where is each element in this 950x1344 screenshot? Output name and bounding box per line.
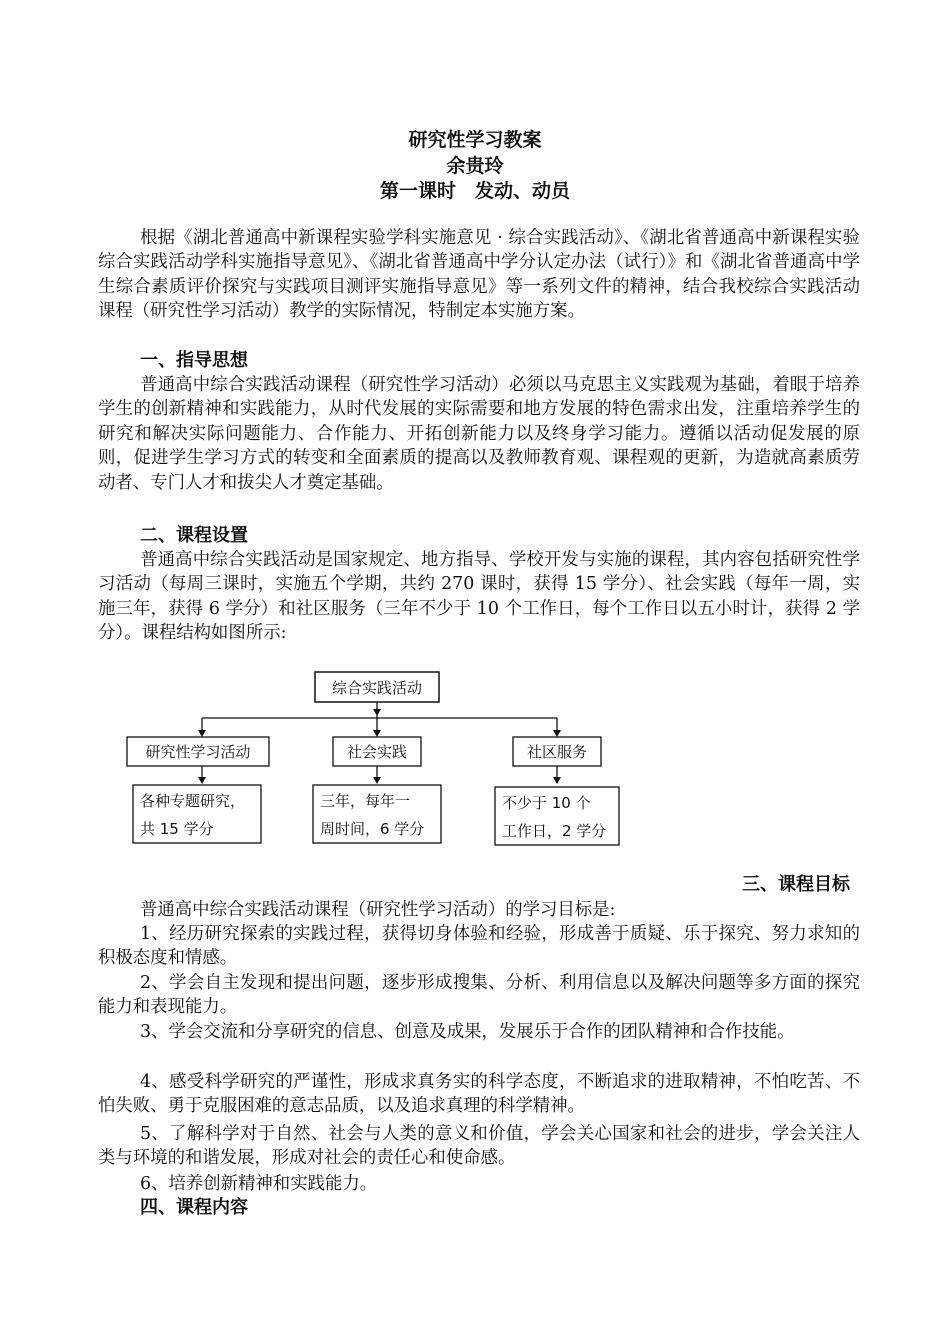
document-title: 研究性学习教案	[408, 129, 542, 151]
guiding-ideology-paragraph: 普通高中综合实践活动课程（研究性学习活动）必须以马克思主义实践观为基础，着眼于培养学生的创新精神和实践能力，从时代发展的实际需要和地方发展的特色需求出发，注重培养学生的研究和解决实际问题能力、合作能力、开拓创新能力以及终身学习能力。遵循以活动促发展的原则，促进学生学习方式的转变和全面素质的提高以及教师教育观、课程观的更新，为造就高素质劳动者、专门人才和拔尖人才奠定基础。	[98, 375, 860, 493]
goal-item-3: 3、学会交流和分享研究的信息、创意及成果，发展乐于合作的团队精神和合作技能。	[140, 1022, 795, 1042]
author-name: 余贵玲	[446, 155, 504, 177]
branch-community-service-label: 社区服务	[526, 743, 588, 761]
section-heading-guiding-ideology: 一、指导思想	[140, 350, 248, 371]
diagram-root-box	[315, 672, 439, 702]
goal-item-2: 2、学会自主发现和提出问题，逐步形成搜集、分析、利用信息以及解决问题等多方面的探究能力和表现能力。	[98, 973, 860, 1018]
branch-research-detail-1: 各种专题研究，	[140, 792, 246, 810]
lesson-title: 第一课时 发动、动员	[379, 180, 570, 202]
goal-item-6: 6、培养创新精神和实践能力。	[140, 1174, 378, 1194]
course-setup-paragraph: 普通高中综合实践活动是国家规定、地方指导、学校开发与实施的课程，其内容包括研究性学习活动（每周三课时，实施五个学期，共约 270 课时，获得 15 学分）、社会实践（每年一周，实施三年，获得 6 学分）和社区服务（三年不少于 10 个工作日，每个工作日以五小时计，获得 2 学分）。课程结构如图所示:	[98, 550, 860, 644]
diagram-branch-social-practice	[313, 737, 441, 843]
goal-item-4: 4、感受科学研究的严谨性，形成求真务实的科学态度，不断追求的进取精神，不怕吃苦、不怕失败、勇于克服困难的意志品质，以及追求真理的科学精神。	[98, 1072, 860, 1117]
diagram-branch-community-service	[495, 737, 619, 845]
section-heading-course-setup: 二、课程设置	[140, 525, 248, 546]
branch-social-practice-label: 社会实践	[346, 743, 408, 761]
branch-research-detail-2: 共 15 学分	[140, 820, 214, 838]
intro-paragraph: 根据《湖北普通高中新课程实验学科实施意见 · 综合实践活动》、《湖北省普通高中新课程实验综合实践活动学科实施指导意见》、《湖北省普通高中学分认定办法（试行）》和《湖北省普通高中学生综合素质评价探究与实践项目测评实施指导意见》等一系列文件的精神，结合我校综合实践活动课程（研究性学习活动）教学的实际情况，特制定本实施方案。	[98, 228, 860, 322]
branch-research-label: 研究性学习活动	[145, 743, 251, 761]
goal-item-1: 1、经历研究探索的实践过程，获得切身体验和经验，形成善于质疑、乐于探究、努力求知的积极态度和情感。	[98, 924, 860, 969]
course-goals-lead: 普通高中综合实践活动课程（研究性学习活动）的学习目标是:	[140, 900, 616, 920]
branch-social-practice-detail-2: 周时间，6 学分	[320, 820, 425, 838]
section-heading-course-content: 四、课程内容	[140, 1197, 248, 1218]
branch-social-practice-detail-1: 三年，每年一	[320, 792, 411, 810]
branch-community-service-detail-2: 工作日，2 学分	[502, 822, 607, 840]
goal-item-5: 5、了解科学对于自然、社会与人类的意义和价值，学会关心国家和社会的进步，学会关注人类与环境的和谐发展，形成对社会的责任心和使命感。	[98, 1124, 860, 1169]
diagram-root-label: 综合实践活动	[331, 679, 423, 697]
diagram-branch-research	[127, 737, 269, 843]
branch-community-service-detail-1: 不少于 10 个	[502, 794, 591, 812]
section-heading-course-goals: 三、课程目标	[742, 874, 850, 895]
